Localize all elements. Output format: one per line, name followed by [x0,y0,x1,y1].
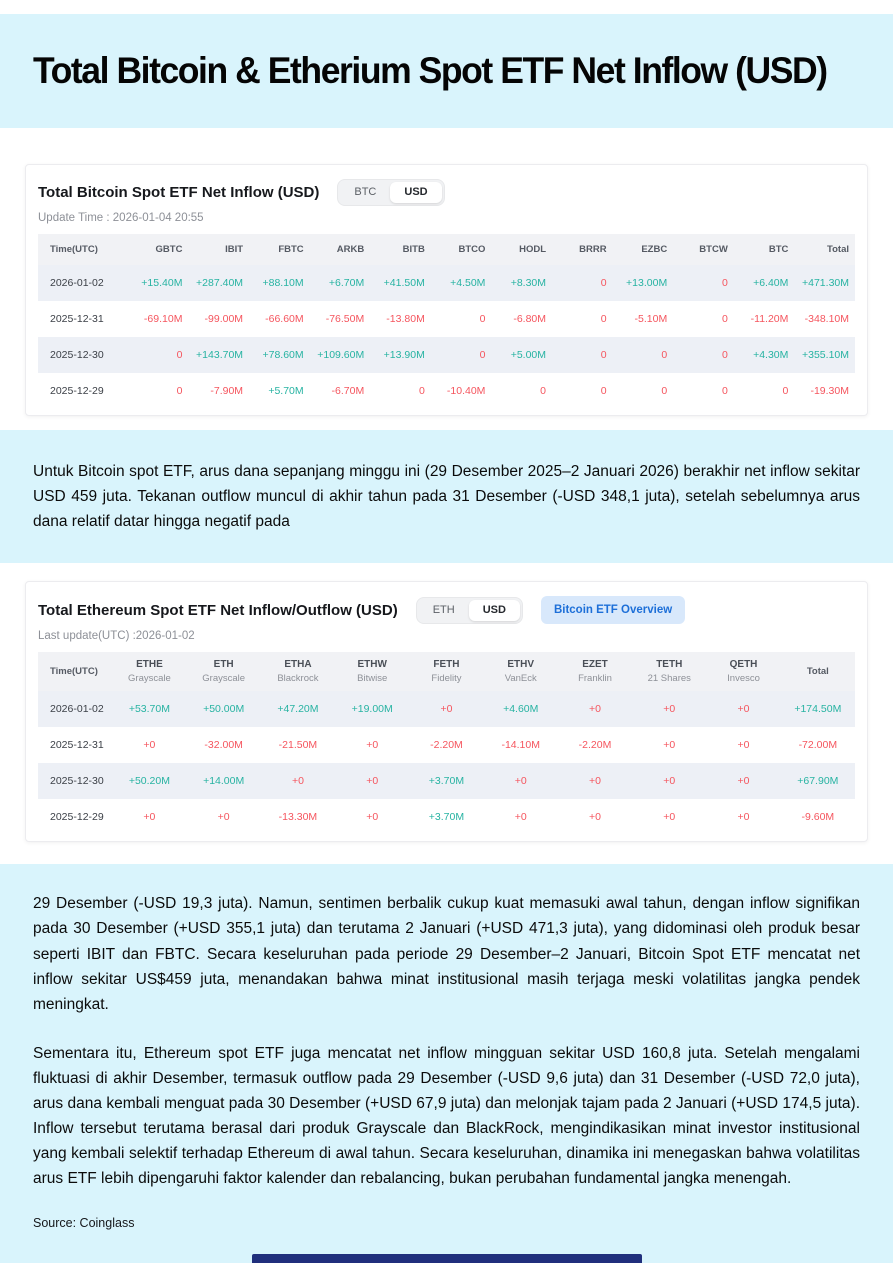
cell-date: 2025-12-30 [38,337,128,373]
cell-total: +174.50M [781,691,855,727]
column-header-teth: TETH 21 Shares [632,652,706,691]
cell-qeth: +0 [737,739,750,752]
cell-ethe: +53.70M [112,691,186,727]
column-header-eth: ETH Grayscale [187,652,261,691]
cell-brrr: 0 [552,337,613,373]
cell-ezbc: +13.00M [613,265,674,301]
top-margin [0,0,893,14]
cell-total: +67.90M [781,763,855,799]
column-header-total: Total [781,652,855,691]
column-header-etha: ETHA Blackrock [261,652,335,691]
bitcoin-etf-overview-button[interactable]: Bitcoin ETF Overview [541,596,685,624]
cell-fbtc: +5.70M [268,385,304,397]
bitcoin-card-title: Total Bitcoin Spot ETF Net Inflow (USD) [38,184,320,201]
cell-btco: +4.50M [431,265,492,301]
cell-btco: 0 [479,313,486,325]
cell-teth: +0 [632,691,706,727]
cell-btcw: 0 [721,385,728,397]
column-header-fbtc: FBTC [249,234,310,265]
column-header-time-utc-: Time(UTC) [38,234,128,265]
cell-ethv: +4.60M [484,691,558,727]
page-title: Total Bitcoin & Etherium Spot ETF Net Inflow (USD) [33,50,827,91]
table-row [38,373,855,409]
cell-total: -19.30M [810,385,849,397]
column-header-ethe: ETHE Grayscale [112,652,186,691]
cell-teth: +0 [663,811,676,824]
column-header-qeth: QETH Invesco [706,652,780,691]
cell-etha: -21.50M [278,739,318,752]
summary-section [0,864,893,1263]
cell-ezet: +0 [558,763,632,799]
paragraph-ethereum-summary: Sementara itu, Ethereum spot ETF juga mencatat net inflow mingguan sekitar USD 160,8 juta. Setelah mengalami fluktuasi di akhir Desember, termasuk outflow pada 29 Desember (-USD 9,6 juta) dan 31 Desember (-USD 72,0 juta), arus dana kembali menguat pada 30 Desember (+USD 67,9 juta) dan melonjak tajam pada 2 Januari (+USD 174,5 juta). Inflow tersebut terutama berasal dari produk Grayscale dan BlackRock, mengindikasikan minat investor institusional yang kembali selektif terhadap Ethereum di awal tahun. Secara keseluruhan, dinamika ini menegaskan bahwa volatilitas arus ETF lebih dipengaruhi faktor kalender dan rebalancing, bukan perubahan fundamental jangka menengah. [33,1044,860,1188]
cell-hodl: 0 [540,385,547,397]
cell-ethw: +19.00M [335,691,409,727]
ethereum-card-title: Total Ethereum Spot ETF Net Inflow/Outflow (USD) [38,601,398,619]
cell-btc: 0 [782,385,789,397]
cell-ethw: +0 [366,739,379,752]
ethereum-update-time: Last update(UTC) :2026-01-02 [38,630,195,643]
cell-gbtc: 0 [176,385,183,397]
cell-ezbc: -5.10M [634,313,668,325]
cell-ethw: +0 [335,763,409,799]
ethereum-section [0,563,893,864]
cell-btc: -11.20M [750,313,789,325]
source-credit: Source: Coinglass [33,1215,135,1230]
cell-eth: +0 [217,811,230,824]
cell-ethe: +0 [143,739,156,752]
cell-total: -72.00M [798,739,838,752]
cell-arkb: +109.60M [310,337,371,373]
bitcoin-etf-table [38,234,855,409]
column-header-ezbc: EZBC [613,234,674,265]
toggle-option-usd[interactable]: USD [390,182,441,203]
cell-gbtc: 0 [128,337,189,373]
cell-arkb: -76.50M [325,313,365,325]
table-row [38,265,855,301]
cell-teth: +0 [632,763,706,799]
bitcoin-section [0,128,893,430]
cell-total: -348.10M [804,313,849,325]
cell-feth: -2.20M [430,739,463,752]
cell-ibit: -99.00M [204,313,244,325]
column-header-gbtc: GBTC [128,234,189,265]
cell-qeth: +0 [706,763,780,799]
cell-ezet: -2.20M [578,739,612,752]
ethereum-etf-card [25,581,868,842]
cell-arkb: +6.70M [310,265,371,301]
cell-brrr: 0 [600,313,607,325]
cell-hodl: +8.30M [491,265,552,301]
cell-ibit: -7.90M [210,385,244,397]
cell-date: 2025-12-31 [50,739,104,752]
column-header-bitb: BITB [370,234,431,265]
cell-ibit: +143.70M [188,337,249,373]
cell-ezbc: 0 [661,385,668,397]
cell-eth: +50.00M [187,691,261,727]
toggle-option-btc[interactable]: BTC [354,186,377,198]
cell-bitb: 0 [418,385,425,397]
bitcoin-card-header [38,179,855,206]
bitcoin-update-time: Update Time : 2026-01-04 20:55 [38,212,204,224]
cell-gbtc: +15.40M [128,265,189,301]
column-header-ezet: EZET Franklin [558,652,632,691]
column-header-ethw: ETHW Bitwise [335,652,409,691]
column-header-time-utc-: Time(UTC) [38,652,112,691]
column-header-btcw: BTCW [673,234,734,265]
column-header-hodl: HODL [491,234,552,265]
cell-fbtc: -66.60M [265,313,304,325]
cell-ezet: +0 [558,691,632,727]
cell-qeth: +0 [737,811,750,824]
cell-bitb: +41.50M [370,265,431,301]
column-header-btc: BTC [734,234,795,265]
toggle-option-usd[interactable]: USD [469,600,520,621]
cell-teth: +0 [663,739,676,752]
btc-usd-toggle [337,179,444,206]
cell-feth: +3.70M [428,811,465,824]
cell-ethv: +0 [514,811,527,824]
cell-ethw: +0 [366,811,379,824]
column-header-total: Total [794,234,855,265]
cell-btc: +6.40M [734,265,795,301]
table-row [38,301,855,337]
cell-total: +355.10M [794,337,855,373]
cell-date: 2025-12-30 [38,763,112,799]
paragraph-bitcoin-intro: Untuk Bitcoin spot ETF, arus dana sepanjang minggu ini (29 Desember 2025–2 Januari 2026) berakhir net inflow sekitar USD 459 juta. Tekanan outflow muncul di akhir tahun pada 31 Desember (-USD 348,1 juta), setelah sebelumnya arus dana relatif datar hingga negatif pada [33,463,860,531]
cell-hodl: +5.00M [491,337,552,373]
cell-btcw: 0 [673,265,734,301]
cell-arkb: -6.70M [331,385,365,397]
bitcoin-etf-card [25,164,868,416]
ethereum-card-header [38,596,855,624]
toggle-option-eth[interactable]: ETH [432,603,455,616]
cell-brrr: 0 [552,265,613,301]
column-header-feth: FETH Fidelity [409,652,483,691]
cell-bitb: -13.80M [386,313,425,325]
cell-etha: +0 [261,763,335,799]
cell-qeth: +0 [706,691,780,727]
cell-ethv: -14.10M [501,739,540,752]
cell-btco: 0 [431,337,492,373]
cell-total: +471.30M [794,265,855,301]
table-row [38,691,855,727]
paragraph-bitcoin-summary: 29 Desember (-USD 19,3 juta). Namun, sentimen berbalik cukup kuat memasuki awal tahun, dengan inflow signifikan pada 30 Desember (+USD 355,1 juta) dan terutama 2 Januari (+USD 471,3 juta), yang didominasi oleh produk besar seperti IBIT dan FBTC. Secara keseluruhan pada periode 29 Desember–2 Januari, Bitcoin Spot ETF mencatat net inflow sekitar US$459 juta, menandakan bahwa minat institusional masih terjaga meski volatilitas jangka pendek meningkat. [33,895,860,1013]
table-row [38,727,855,763]
cell-date: 2025-12-29 [50,385,104,397]
column-header-btco: BTCO [431,234,492,265]
cell-hodl: -6.80M [513,313,547,325]
cell-ezbc: 0 [613,337,674,373]
cell-total: -9.60M [801,811,835,824]
cell-etha: +47.20M [261,691,335,727]
cell-feth: +3.70M [409,763,483,799]
ethereum-etf-table [38,652,855,835]
cell-fbtc: +88.10M [249,265,310,301]
cell-etha: -13.30M [278,811,318,824]
cell-btcw: 0 [721,313,728,325]
table-row [38,337,855,373]
bitcoin-commentary-section [0,430,893,563]
cell-date: 2025-12-31 [50,313,104,325]
table-row [38,763,855,799]
cell-bitb: +13.90M [370,337,431,373]
cell-date: 2025-12-29 [50,811,104,824]
cell-btc: +4.30M [734,337,795,373]
cell-gbtc: -69.10M [143,313,183,325]
column-header-ethv: ETHV VanEck [484,652,558,691]
cell-date: 2026-01-02 [38,265,128,301]
column-header-brrr: BRRR [552,234,613,265]
cell-ethe: +50.20M [112,763,186,799]
column-header-ibit: IBIT [188,234,249,265]
page-banner [0,14,893,128]
cell-ibit: +287.40M [188,265,249,301]
cell-brrr: 0 [600,385,607,397]
eth-usd-toggle [416,597,523,624]
cell-feth: +0 [409,691,483,727]
cell-fbtc: +78.60M [249,337,310,373]
cell-ethe: +0 [143,811,156,824]
column-header-arkb: ARKB [310,234,371,265]
cell-ezet: +0 [589,811,601,824]
cell-btcw: 0 [673,337,734,373]
cell-eth: +14.00M [187,763,261,799]
cell-btco: -10.40M [446,385,486,397]
cell-ethv: +0 [484,763,558,799]
cell-date: 2026-01-02 [38,691,112,727]
cell-eth: -32.00M [204,739,243,752]
footer-bar [252,1254,642,1263]
table-row [38,799,855,835]
